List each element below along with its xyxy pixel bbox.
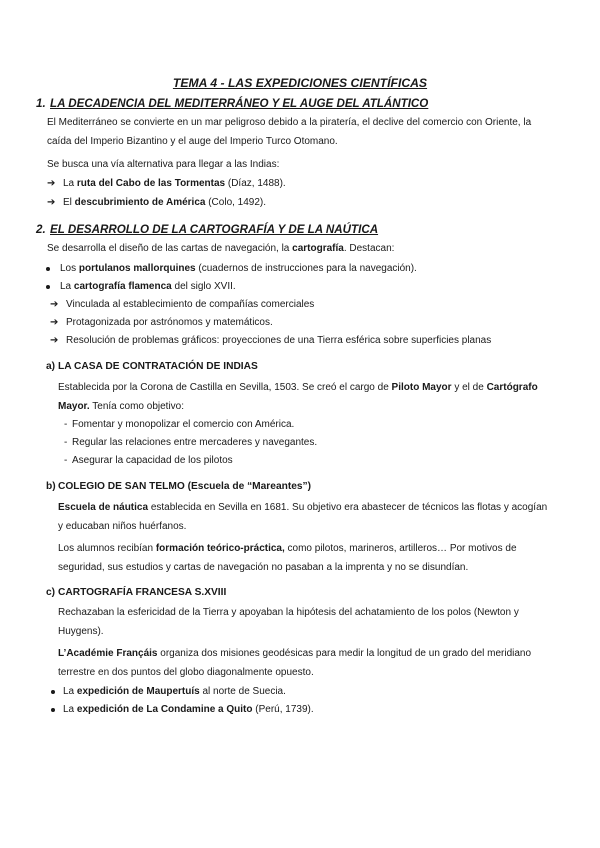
arrow-icon: ➔ [47, 178, 56, 189]
s1-paragraph-2: Se busca una vía alternativa para llegar a las Indias: [47, 159, 280, 170]
sb-line-4: seguridad, sus estudios y cartas de navegación no pasaban a la imprenta y no se disundían. [58, 562, 469, 573]
sb-line-3: Los alumnos recibían formación teórico-práctica, como pilotos, marineros, artilleros… Por motivos de [58, 543, 517, 554]
arrow-icon: ➔ [50, 317, 59, 328]
s1-bullet-2: El descubrimiento de América (Colo, 1492). [63, 197, 267, 208]
s2-arrow-3: Resolución de problemas gráficos: proyecciones de una Tierra esférica sobre superficies planas [66, 335, 492, 346]
sc-line-2: Huygens). [58, 626, 104, 637]
s2-arrow-2: Protagonizada por astrónomos y matemáticos. [66, 317, 273, 328]
sa-line-1: Establecida por la Corona de Castilla en Sevilla, 1503. Se creó el cargo de Piloto Mayor y el de Cartógrafo [58, 382, 538, 393]
sc-dot-2: La expedición de La Condamine a Quito (Perú, 1739). [63, 704, 314, 715]
sc-line-1: Rechazaban la esfericidad de la Tierra y apoyaban la hipótesis del achatamiento de los polos (Newton y [58, 607, 519, 618]
subsection-a-heading [46, 361, 258, 372]
subsection-a-title: LA CASA DE CONTRATACIÓN DE INDIAS [58, 361, 258, 372]
sa-item-2: Regular las relaciones entre mercaderes y navegantes. [72, 437, 318, 448]
section-1-heading [36, 97, 428, 110]
sa-line-2: Mayor. Tenía como objetivo: [58, 401, 185, 412]
section-1-title: LA DECADENCIA DEL MEDITERRÁNEO Y EL AUGE DEL ATLÁNTICO [50, 97, 429, 110]
subsection-b-heading [46, 481, 311, 492]
s1-paragraph-line-2: caída del Imperio Bizantino y el auge del Imperio Turco Otomano. [47, 136, 338, 147]
bullet-dot-icon [51, 708, 55, 712]
arrow-icon: ➔ [47, 197, 56, 208]
sb-line-2: y educaban niños huérfanos. [58, 521, 187, 532]
dash-marker: - [64, 419, 68, 430]
s1-paragraph-line-1: El Mediterráneo se convierte en un mar peligroso debido a la piratería, el declive del comercio con Oriente, la [47, 117, 532, 128]
section-2-heading [36, 223, 378, 236]
arrow-icon: ➔ [50, 299, 59, 310]
s2-dot-1: Los portulanos mallorquines (cuadernos de instrucciones para la navegación). [60, 263, 417, 274]
subsection-a-number: a) [46, 361, 56, 372]
section-1-number: 1. [36, 97, 46, 110]
bullet-dot-icon [46, 267, 50, 271]
section-2-number: 2. [36, 223, 46, 236]
subsection-b-number: b) [46, 481, 56, 492]
sa-item-1: Fomentar y monopolizar el comercio con América. [72, 419, 295, 430]
bullet-dot-icon [46, 285, 50, 289]
sc-dot-1: La expedición de Maupertuís al norte de Suecia. [63, 686, 286, 697]
s1-bullet-1: La ruta del Cabo de las Tormentas (Díaz, 1488). [63, 178, 286, 189]
sb-line-1: Escuela de náutica establecida en Sevilla en 1681. Su objetivo era abastecer de técnicos las flotas y acogían [58, 502, 548, 513]
section-2-title: EL DESARROLLO DE LA CARTOGRAFÍA Y DE LA NAÚTICA [50, 223, 379, 236]
dash-marker: - [64, 437, 68, 448]
s2-dot-2: La cartografía flamenca del siglo XVII. [60, 281, 236, 292]
bullet-dot-icon [51, 690, 55, 694]
sc-line-3: L’Académie Françáis organiza dos misiones geodésicas para medir la longitud de un grado del meridiano [58, 648, 532, 659]
dash-marker: - [64, 455, 68, 466]
s2-intro: Se desarrolla el diseño de las cartas de navegación, la cartografía. Destacan: [47, 243, 395, 254]
subsection-c-number: c) [46, 587, 56, 598]
s2-arrow-1: Vinculada al establecimiento de compañías comerciales [66, 299, 315, 310]
document-title: TEMA 4 - LAS EXPEDICIONES CIENTÍFICAS [172, 76, 428, 90]
sa-item-3: Asegurar la capacidad de los pilotos [72, 455, 233, 466]
subsection-c-heading [46, 587, 226, 598]
sc-line-4: terrestre en dos puntos del globo diagonalmente opuesto. [58, 667, 314, 678]
arrow-icon: ➔ [50, 335, 59, 346]
subsection-c-title: CARTOGRAFÍA FRANCESA S.XVIII [58, 587, 227, 598]
subsection-b-title: COLEGIO DE SAN TELMO (Escuela de “Mareantes”) [58, 481, 312, 492]
